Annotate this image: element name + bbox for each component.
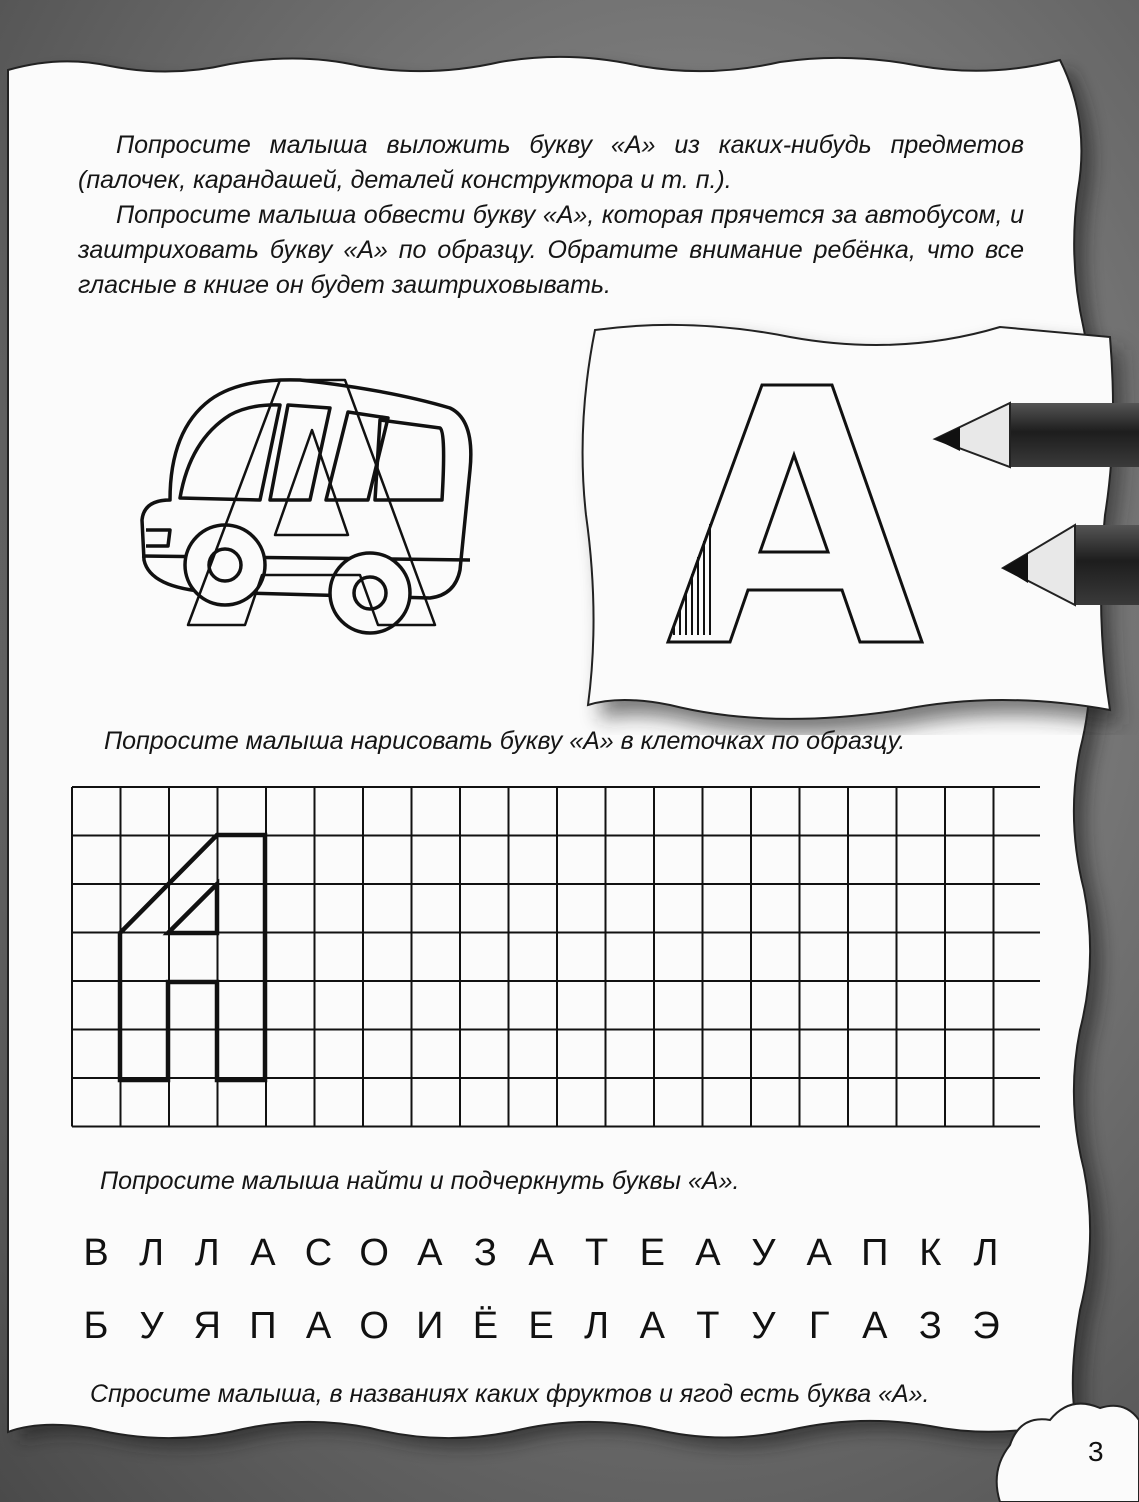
- drawing-grid: [70, 785, 1040, 1135]
- letter[interactable]: А: [417, 1232, 443, 1274]
- letter-row-2: [76, 1305, 1006, 1348]
- grid-instruction: Попросите малыша нарисовать букву «А» в клеточках по образцу.: [104, 727, 906, 755]
- letter[interactable]: З: [473, 1232, 497, 1274]
- fruit-question-instruction: Спросите малыша, в названиях каких фруктов и ягод есть буква «А».: [90, 1380, 930, 1408]
- letter[interactable]: А: [806, 1232, 832, 1274]
- letter[interactable]: В: [83, 1232, 109, 1274]
- letter[interactable]: А: [695, 1232, 721, 1274]
- page-number: 3: [1088, 1436, 1104, 1467]
- find-letters-instruction: Попросите малыша найти и подчеркнуть буквы «А».: [100, 1167, 740, 1195]
- intro-paragraph-2: Попросите малыша обвести букву «А», которая прячется за автобусом, и заштриховать букву «А» по образцу. Обратите внимание ребёнка, что все гласные в книге он будет заштриховывать.: [78, 201, 1024, 299]
- letter[interactable]: П: [861, 1232, 889, 1274]
- letter[interactable]: О: [359, 1305, 389, 1347]
- letter[interactable]: Е: [639, 1232, 665, 1274]
- intro-text: [78, 128, 1024, 303]
- sample-letter-a-in-grid: [120, 835, 265, 1080]
- letter[interactable]: К: [919, 1232, 942, 1274]
- letter[interactable]: У: [139, 1305, 164, 1347]
- letter[interactable]: О: [359, 1232, 389, 1274]
- letter[interactable]: Л: [139, 1232, 165, 1274]
- letter-row-1: [76, 1232, 1006, 1275]
- intro-paragraph-1: Попросите малыша выложить букву «А» из каких-нибудь предметов (палочек, карандашей, деталей конструктора и т. п.).: [78, 131, 1024, 194]
- letter[interactable]: Е: [528, 1305, 554, 1347]
- letter[interactable]: А: [305, 1305, 332, 1347]
- letter[interactable]: А: [528, 1232, 554, 1274]
- letter[interactable]: З: [918, 1305, 942, 1347]
- letter[interactable]: У: [751, 1305, 776, 1347]
- bus-with-hidden-letter-illustration: [130, 360, 490, 650]
- letter[interactable]: Э: [972, 1305, 1000, 1347]
- letter[interactable]: А: [639, 1305, 665, 1347]
- letter[interactable]: И: [416, 1305, 444, 1347]
- letter[interactable]: Л: [973, 1232, 999, 1274]
- letter[interactable]: Г: [808, 1305, 830, 1347]
- letter[interactable]: Ё: [472, 1305, 499, 1347]
- letter[interactable]: Б: [83, 1305, 109, 1347]
- letter[interactable]: А: [862, 1305, 888, 1347]
- letter-a-sample-sign: [570, 315, 1139, 735]
- letter[interactable]: Л: [194, 1232, 220, 1274]
- letter[interactable]: С: [304, 1232, 333, 1274]
- letter[interactable]: П: [249, 1305, 277, 1347]
- letter[interactable]: Л: [584, 1305, 610, 1347]
- letter[interactable]: Я: [193, 1305, 221, 1347]
- letter[interactable]: Т: [585, 1232, 609, 1274]
- letter[interactable]: У: [751, 1232, 776, 1274]
- letter[interactable]: Т: [696, 1305, 720, 1347]
- letter[interactable]: А: [250, 1232, 276, 1274]
